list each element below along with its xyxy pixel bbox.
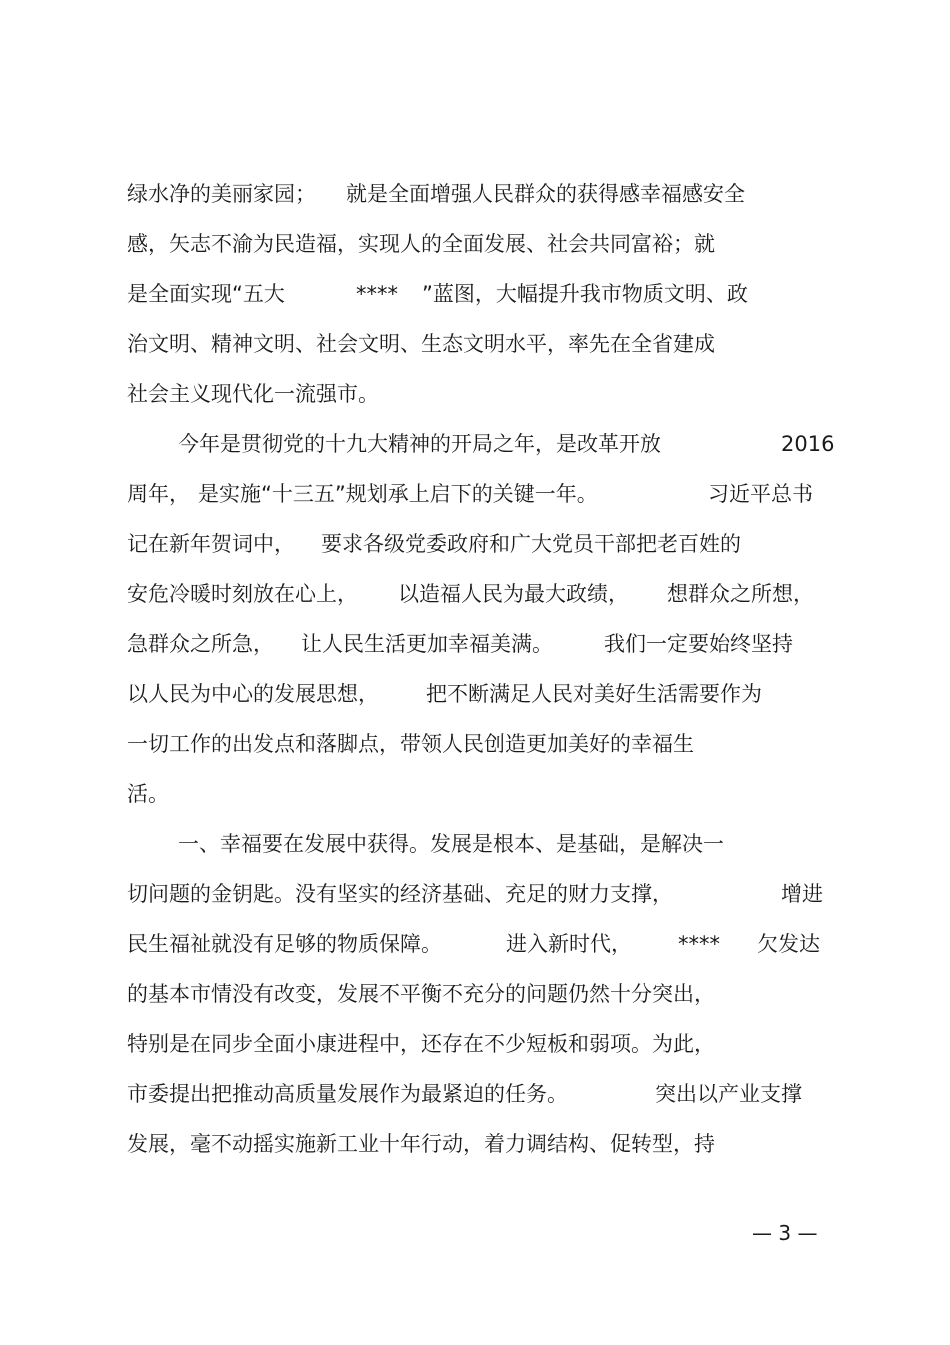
- text-segment: 让人民生活更加幸福美满。: [301, 632, 553, 656]
- text-segment: 以造福人民为最大政绩，: [398, 582, 629, 606]
- text-segment: 习近平总书: [708, 482, 813, 506]
- page-number: — 3 —: [752, 1221, 818, 1245]
- text-line: [0, 876, 823, 912]
- text-segment: 以人民为中心的发展思想，: [127, 682, 379, 706]
- text-segment: 要求各级党委政府和广大党员干部把老百姓的: [321, 532, 741, 556]
- text-segment: 绿水净的美丽家园；: [127, 182, 316, 206]
- text-segment: 活。: [127, 782, 169, 806]
- text-line: [0, 926, 820, 962]
- text-segment: 进入新时代，: [506, 932, 632, 956]
- text-segment: 社会主义现代化一流强市。: [127, 382, 379, 406]
- text-line: [0, 576, 814, 612]
- text-segment: ****: [678, 932, 720, 956]
- text-segment: 今年是贯彻党的十九大精神的开局之年，是改革开放: [178, 432, 661, 456]
- text-segment: 突出以产业支撑: [655, 1082, 802, 1106]
- text-segment: 是全面实现“五大: [127, 282, 285, 306]
- text-segment: 增进: [781, 882, 823, 906]
- text-line: [0, 1026, 715, 1062]
- text-line: [0, 526, 741, 562]
- text-segment: 安危冷暖时刻放在心上，: [127, 582, 358, 606]
- text-segment: 民生福祉就没有足够的物质保障。: [127, 932, 442, 956]
- text-segment: ”蓝图，大幅提升我市物质文明、政: [422, 282, 748, 306]
- text-segment: ****: [356, 282, 398, 306]
- text-segment: 一切工作的出发点和落脚点，带领人民创造更加美好的幸福生: [127, 732, 694, 756]
- text-line: [0, 976, 715, 1012]
- text-segment: 治文明、精神文明、社会文明、生态文明水平，率先在全省建成: [127, 332, 715, 356]
- text-line: [0, 626, 793, 662]
- text-line: [0, 476, 813, 512]
- text-segment: 感，矢志不渝为民造福，实现人的全面发展、社会共同富裕；就: [127, 232, 715, 256]
- text-line: [0, 676, 762, 712]
- text-segment: 想群众之所想，: [667, 582, 814, 606]
- text-segment: 的基本市情没有改变，发展不平衡不充分的问题仍然十分突出，: [127, 982, 715, 1006]
- text-segment: 市委提出把推动高质量发展作为最紧迫的任务。: [127, 1082, 568, 1106]
- text-line: [0, 176, 745, 212]
- text-segment: 2016: [781, 432, 835, 456]
- text-line: [0, 1076, 802, 1112]
- text-line: [0, 826, 724, 862]
- text-line: [0, 226, 715, 262]
- text-segment: 记在新年贺词中，: [127, 532, 295, 556]
- text-line: [0, 726, 694, 762]
- text-segment: 就是全面增强人民群众的获得感幸福感安全: [346, 182, 745, 206]
- text-line: [0, 376, 379, 412]
- text-segment: 欠发达: [757, 932, 820, 956]
- text-segment: 把不断满足人民对美好生活需要作为: [426, 682, 762, 706]
- text-segment: 一、幸福要在发展中获得。发展是根本、是基础，是解决一: [178, 832, 724, 856]
- text-line: [0, 326, 715, 362]
- text-segment: 特别是在同步全面小康进程中，还存在不少短板和弱项。为此，: [127, 1032, 715, 1056]
- text-line: [0, 276, 748, 312]
- text-segment: 发展，毫不动摇实施新工业十年行动，着力调结构、促转型，持: [127, 1132, 715, 1156]
- text-segment: 切问题的金钥匙。没有坚实的经济基础、充足的财力支撑，: [127, 882, 673, 906]
- text-line: [0, 1126, 715, 1162]
- text-segment: 周年，: [127, 482, 190, 506]
- text-segment: 我们一定要始终坚持: [604, 632, 793, 656]
- text-segment: 是实施“十三五”规划承上启下的关键一年。: [198, 482, 598, 506]
- text-segment: 急群众之所急，: [127, 632, 274, 656]
- text-line: [0, 776, 169, 812]
- text-line: [0, 426, 835, 462]
